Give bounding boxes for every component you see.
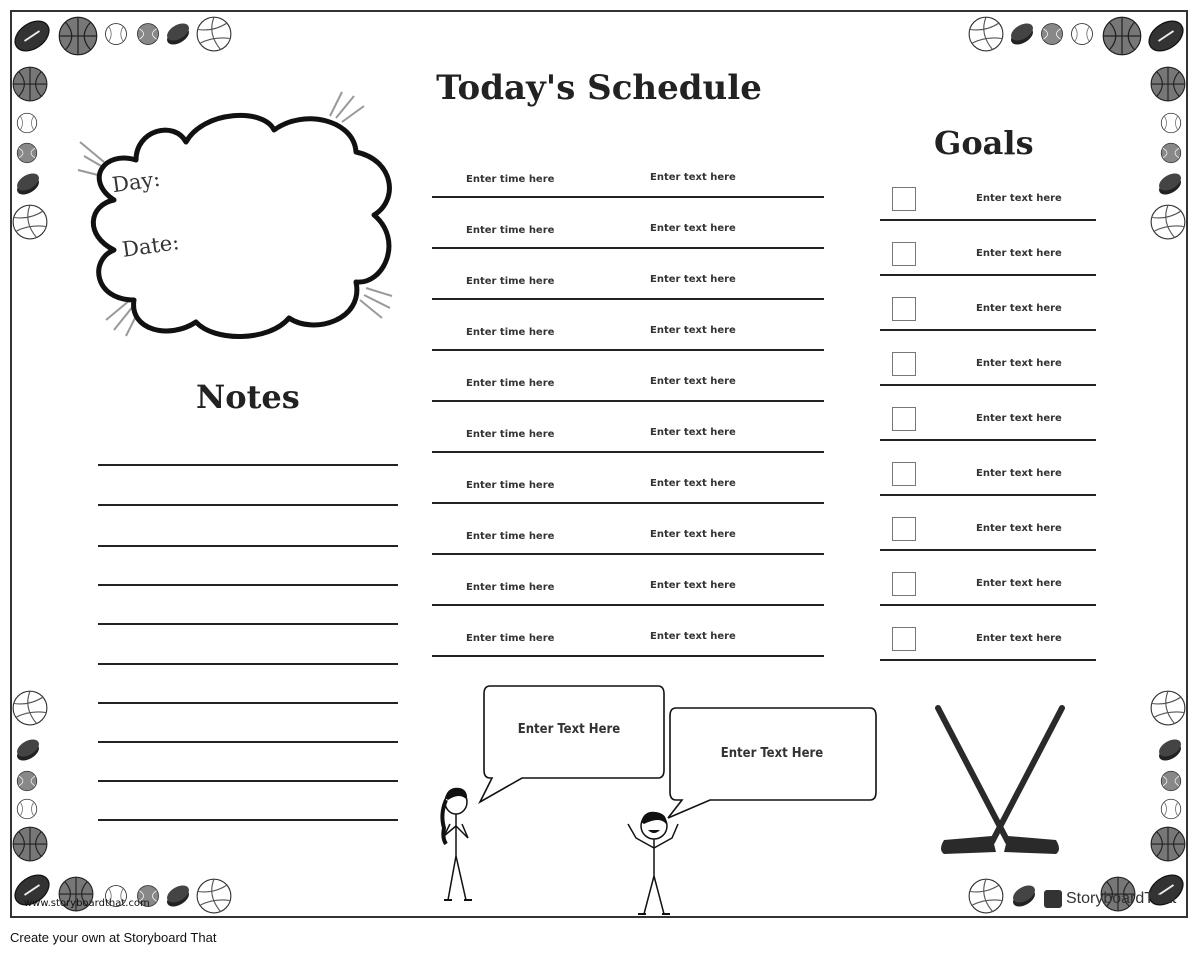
- note-line[interactable]: [98, 702, 398, 704]
- note-line[interactable]: [98, 623, 398, 625]
- schedule-row: [432, 580, 824, 620]
- schedule-row: [432, 172, 824, 212]
- cloud-shape-icon: [74, 90, 414, 350]
- schedule-row-line: [432, 553, 824, 555]
- goal-text[interactable]: Enter text here: [976, 248, 1062, 259]
- tennis-ball-icon: [14, 768, 40, 794]
- schedule-time[interactable]: Enter time here: [466, 531, 555, 542]
- puck-ball-icon: [1006, 18, 1038, 50]
- goal-line: [880, 549, 1096, 551]
- goal-item: [880, 350, 1096, 390]
- note-line[interactable]: [98, 545, 398, 547]
- goal-item: [880, 625, 1096, 665]
- schedule-time[interactable]: Enter time here: [466, 633, 555, 644]
- goal-item: [880, 295, 1096, 335]
- schedule-time[interactable]: Enter time here: [466, 582, 555, 593]
- goal-item: [880, 515, 1096, 555]
- goal-line: [880, 659, 1096, 661]
- schedule-time[interactable]: Enter time here: [466, 378, 555, 389]
- page-title: Today's Schedule: [436, 68, 762, 108]
- schedule-text[interactable]: Enter text here: [650, 223, 736, 234]
- goals-heading: Goals: [934, 124, 1034, 162]
- schedule-row: [432, 223, 824, 263]
- note-line[interactable]: [98, 504, 398, 506]
- goal-checkbox[interactable]: [892, 187, 916, 211]
- goal-checkbox[interactable]: [892, 462, 916, 486]
- schedule-row-line: [432, 400, 824, 402]
- schedule-row-line: [432, 349, 824, 351]
- schedule-row-line: [432, 196, 824, 198]
- goal-item: [880, 460, 1096, 500]
- schedule-row-line: [432, 298, 824, 300]
- puck-ball-icon: [162, 18, 194, 50]
- schedule-text[interactable]: Enter text here: [650, 325, 736, 336]
- goal-checkbox[interactable]: [892, 627, 916, 651]
- schedule-text[interactable]: Enter text here: [650, 478, 736, 489]
- speech-bubble-right-icon: [648, 706, 880, 820]
- tennis-ball-icon: [1038, 20, 1066, 48]
- baseball-ball-icon: [1158, 796, 1184, 822]
- puck-ball-icon: [12, 734, 44, 766]
- goal-checkbox[interactable]: [892, 517, 916, 541]
- volley-ball-icon: [968, 16, 1004, 52]
- schedule-time[interactable]: Enter time here: [466, 174, 555, 185]
- schedule-row: [432, 631, 824, 671]
- goal-item: [880, 185, 1096, 225]
- basket-ball-icon: [1102, 16, 1142, 56]
- schedule-row: [432, 376, 824, 416]
- schedule-time[interactable]: Enter time here: [466, 480, 555, 491]
- notes-heading: Notes: [196, 378, 300, 416]
- volley-ball-icon: [196, 878, 232, 914]
- puck-ball-icon: [12, 168, 44, 200]
- schedule-text[interactable]: Enter text here: [650, 529, 736, 540]
- goal-line: [880, 494, 1096, 496]
- volley-ball-icon: [968, 878, 1004, 914]
- baseball-ball-icon: [102, 20, 130, 48]
- volley-ball-icon: [196, 16, 232, 52]
- schedule-row: [432, 427, 824, 467]
- speech-bubble-left-icon: [462, 684, 672, 804]
- baseball-ball-icon: [14, 110, 40, 136]
- note-line[interactable]: [98, 741, 398, 743]
- goal-line: [880, 219, 1096, 221]
- speech-bubble-right-text[interactable]: Enter Text Here: [720, 746, 824, 761]
- goal-checkbox[interactable]: [892, 297, 916, 321]
- goal-text[interactable]: Enter text here: [976, 523, 1062, 534]
- goal-text[interactable]: Enter text here: [976, 413, 1062, 424]
- goal-item: [880, 405, 1096, 445]
- volley-ball-icon: [12, 690, 48, 726]
- worksheet-frame: [10, 10, 1188, 918]
- goal-text[interactable]: Enter text here: [976, 468, 1062, 479]
- goal-line: [880, 329, 1096, 331]
- watermark-url: www.storyboardthat.com: [24, 898, 150, 909]
- schedule-time[interactable]: Enter time here: [466, 327, 555, 338]
- puck-ball-icon: [1008, 880, 1040, 912]
- schedule-row: [432, 325, 824, 365]
- watermark-brand-text: StoryboardThat: [1066, 890, 1177, 908]
- goal-line: [880, 604, 1096, 606]
- schedule-text[interactable]: Enter text here: [650, 427, 736, 438]
- schedule-row: [432, 529, 824, 569]
- volley-ball-icon: [1150, 690, 1186, 726]
- schedule-time[interactable]: Enter time here: [466, 276, 555, 287]
- tennis-ball-icon: [14, 140, 40, 166]
- note-line[interactable]: [98, 819, 398, 821]
- tennis-ball-icon: [1158, 768, 1184, 794]
- schedule-row-line: [432, 502, 824, 504]
- speech-bubble-left-text[interactable]: Enter Text Here: [517, 722, 621, 737]
- schedule-text[interactable]: Enter text here: [650, 580, 736, 591]
- stick-figure-girl-icon: [428, 784, 488, 904]
- goal-line: [880, 274, 1096, 276]
- schedule-row: [432, 478, 824, 518]
- schedule-text[interactable]: Enter text here: [650, 631, 736, 642]
- note-line[interactable]: [98, 780, 398, 782]
- goal-text[interactable]: Enter text here: [976, 578, 1062, 589]
- goal-text[interactable]: Enter text here: [976, 193, 1062, 204]
- football-ball-icon: [1146, 16, 1186, 56]
- schedule-row-line: [432, 247, 824, 249]
- note-line[interactable]: [98, 464, 398, 466]
- basket-ball-icon: [58, 16, 98, 56]
- schedule-text[interactable]: Enter text here: [650, 274, 736, 285]
- hockey-sticks-icon: [930, 704, 1070, 858]
- schedule-text[interactable]: Enter text here: [650, 376, 736, 387]
- goal-item: [880, 570, 1096, 610]
- note-line[interactable]: [98, 663, 398, 665]
- tennis-ball-icon: [1158, 140, 1184, 166]
- basket-ball-icon: [12, 826, 48, 862]
- puck-ball-icon: [162, 880, 194, 912]
- schedule-time[interactable]: Enter time here: [466, 225, 555, 236]
- goal-item: [880, 240, 1096, 280]
- goal-checkbox[interactable]: [892, 572, 916, 596]
- baseball-ball-icon: [14, 796, 40, 822]
- baseball-ball-icon: [1158, 110, 1184, 136]
- schedule-row-line: [432, 604, 824, 606]
- stick-figure-cheering-icon: [616, 808, 690, 918]
- football-ball-icon: [12, 16, 52, 56]
- schedule-row-line: [432, 655, 824, 657]
- watermark-brand: [1044, 890, 1176, 908]
- day-label: Day:: [110, 166, 162, 198]
- footer-link[interactable]: Create your own at Storyboard That: [10, 930, 217, 945]
- puck-ball-icon: [1154, 734, 1186, 766]
- schedule-time[interactable]: Enter time here: [466, 429, 555, 440]
- tennis-ball-icon: [134, 20, 162, 48]
- puck-ball-icon: [1154, 168, 1186, 200]
- goal-text[interactable]: Enter text here: [976, 358, 1062, 369]
- goal-text[interactable]: Enter text here: [976, 303, 1062, 314]
- volley-ball-icon: [12, 204, 48, 240]
- baseball-ball-icon: [1068, 20, 1096, 48]
- goal-line: [880, 384, 1096, 386]
- basket-ball-icon: [1150, 826, 1186, 862]
- goal-checkbox[interactable]: [892, 242, 916, 266]
- goal-line: [880, 439, 1096, 441]
- date-label: Date:: [120, 230, 181, 262]
- goal-checkbox[interactable]: [892, 352, 916, 376]
- schedule-row-line: [432, 451, 824, 453]
- note-line[interactable]: [98, 584, 398, 586]
- volley-ball-icon: [1150, 204, 1186, 240]
- goal-checkbox[interactable]: [892, 407, 916, 431]
- goal-text[interactable]: Enter text here: [976, 633, 1062, 644]
- schedule-text[interactable]: Enter text here: [650, 172, 736, 183]
- schedule-row: [432, 274, 824, 314]
- storyboard-logo-icon: [1044, 890, 1062, 908]
